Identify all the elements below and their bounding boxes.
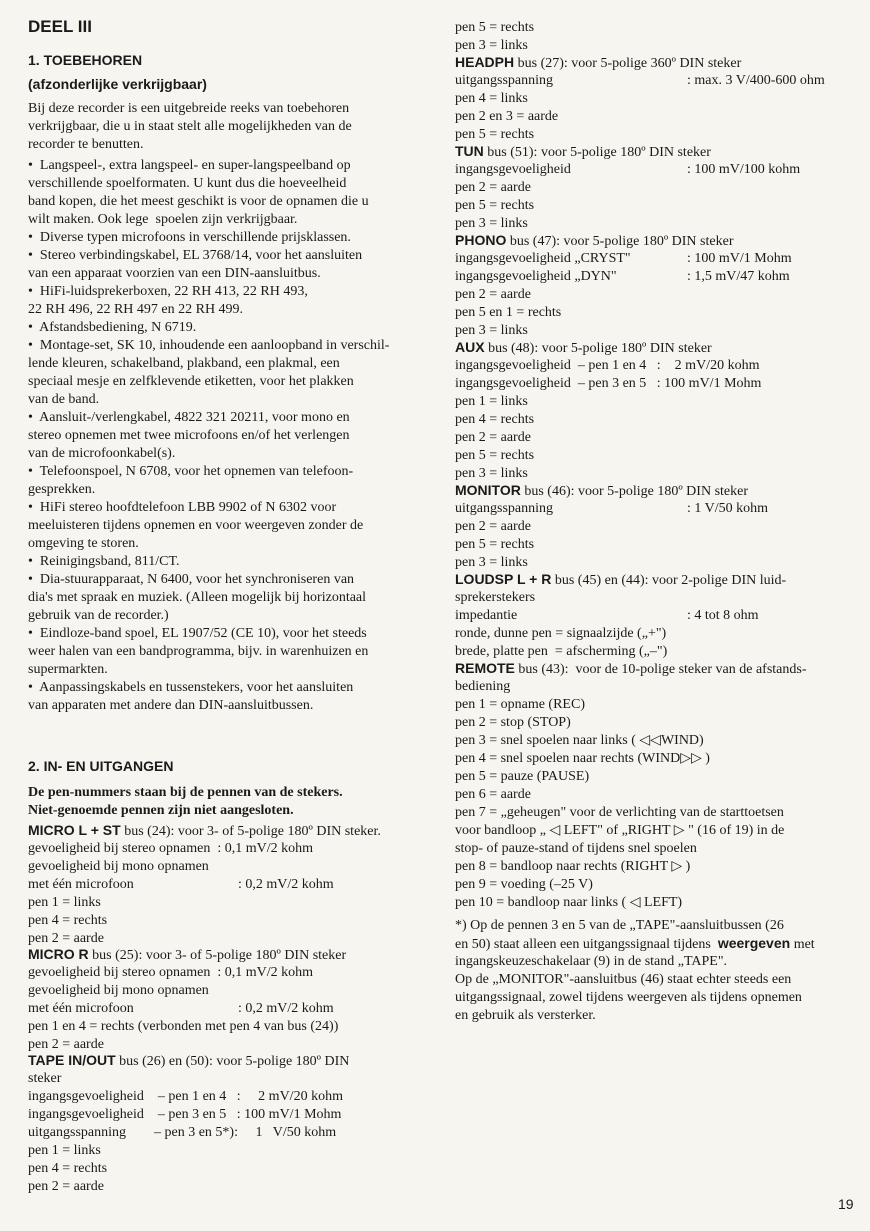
text-line: uitgangsspanning : max. 3 V/400-600 ohm — [455, 73, 825, 88]
heading: 2. IN- EN UITGANGEN — [28, 758, 174, 774]
text-line: wilt maken. Ook lege spoelen zijn verkrijgbaar. — [28, 212, 298, 227]
text-line: uitgangsspanning – pen 3 en 5*): 1 V/50 kohm — [28, 1125, 337, 1140]
text-line: omgeving te storen. — [28, 536, 139, 551]
text-line: pen 2 = aarde — [455, 519, 531, 534]
text-line: pen 3 = links — [455, 216, 528, 231]
text-line: gevoeligheid bij stereo opnamen : 0,1 mV/2 kohm — [28, 841, 314, 856]
text-line: ingangsgevoeligheid : 100 mV/100 kohm — [455, 162, 801, 177]
text-line: pen 2 = stop (STOP) — [455, 715, 571, 730]
text-line: PHONO bus (47): voor 5-polige 180º DIN steker — [455, 232, 734, 249]
text-line: • Aanpassingskabels en tussenstekers, voor het aansluiten — [28, 680, 354, 695]
text-line: pen 5 = rechts — [455, 537, 535, 552]
text-line: pen 3 = links — [455, 466, 528, 481]
text-line: *) Op de pennen 3 en 5 van de „TAPE"-aansluitbussen (26 — [455, 918, 784, 933]
text-line: TUN bus (51): voor 5-polige 180º DIN steker — [455, 143, 711, 160]
text-line: verkrijgbaar, die u in staat stelt alle mogelijkheden van de — [28, 119, 352, 134]
text-line: pen 2 = aarde — [28, 1037, 104, 1052]
text-line: gebruik van de recorder.) — [28, 608, 169, 623]
text-line: pen 10 = bandloop naar links ( ◁ LEFT) — [455, 895, 683, 910]
text-line: pen 6 = aarde — [455, 787, 531, 802]
heading: (afzonderlijke verkrijgbaar) — [28, 76, 207, 92]
text-line: ingangsgevoeligheid „CRYST" : 100 mV/1 Mohm — [455, 251, 792, 266]
text-line: • Afstandsbediening, N 6719. — [28, 320, 197, 335]
text-line: verschillende spoelformaten. U kunt dus die hoeveelheid — [28, 176, 347, 191]
text-line: ingangsgevoeligheid – pen 3 en 5 : 100 mV/1 Mohm — [28, 1107, 342, 1122]
text-line: van de microfoonkabel(s). — [28, 446, 176, 461]
text-line: pen 2 = aarde — [28, 1179, 104, 1194]
text-line: • Diverse typen microfoons in verschillende prijsklassen. — [28, 230, 351, 245]
text-line: • Reinigingsband, 811/CT. — [28, 554, 180, 569]
text-line: pen 5 = rechts — [455, 198, 535, 213]
text-line: ingangsgevoeligheid – pen 1 en 4 : 2 mV/20 kohm — [28, 1089, 343, 1104]
text-line: pen 1 en 4 = rechts (verbonden met pen 4 van bus (24)) — [28, 1019, 339, 1034]
text-line: van apparaten met andere dan DIN-aansluitbussen. — [28, 698, 314, 713]
text-line: pen 8 = bandloop naar rechts (RIGHT ▷ ) — [455, 859, 691, 874]
text-line: ingangskeuzeschakelaar (9) in de stand „TAPE". — [455, 954, 728, 969]
text-line: weer halen van een bandprogramma, bijv. in warenhuizen en — [28, 644, 369, 659]
text-line: Bij deze recorder is een uitgebreide reeks van toebehoren — [28, 101, 350, 116]
text-line: TAPE IN/OUT bus (26) en (50): voor 5-polige 180º DIN — [28, 1052, 350, 1069]
text-line: pen 7 = „geheugen" voor de verlichting van de starttoetsen — [455, 805, 784, 820]
text-line: • HiFi-luidsprekerboxen, 22 RH 413, 22 RH 493, — [28, 284, 308, 299]
spec-value: : max. 3 V/400-600 ohm — [687, 73, 825, 88]
text-line: stereo opnemen met twee microfoons en/of het verlengen — [28, 428, 350, 443]
text-line: pen 5 en 1 = rechts — [455, 305, 562, 320]
text-line: van een apparaat voorzien van een DIN-aansluitbus. — [28, 266, 321, 281]
text-line: 22 RH 496, 22 RH 497 en 22 RH 499. — [28, 302, 244, 317]
text-line: brede, platte pen = afscherming („–") — [455, 644, 668, 659]
text-line: MICRO L + ST bus (24): voor 3- of 5-polige 180º DIN steker. — [28, 822, 381, 839]
text-line: ronde, dunne pen = signaalzijde („+") — [455, 626, 667, 641]
text-line: impedantie : 4 tot 8 ohm — [455, 608, 759, 623]
text-line: supermarkten. — [28, 662, 108, 677]
text-line: • Telefoonspoel, N 6708, voor het opnemen van telefoon- — [28, 464, 354, 479]
text-line: speciaal mesje en zelfklevende etiketten, voor het plakken — [28, 374, 354, 389]
text-line: uitgangssignaal, zowel tijdens weergeven als tijdens opnemen — [455, 990, 802, 1005]
text-line: AUX bus (48): voor 5-polige 180º DIN steker — [455, 339, 712, 356]
text-line: • Montage-set, SK 10, inhoudende een aanloopband in verschil- — [28, 338, 390, 353]
text-line: van de band. — [28, 392, 100, 407]
text-line: • HiFi stereo hoofdtelefoon LBB 9902 of N 6302 voor — [28, 500, 337, 515]
heading: 1. TOEBEHOREN — [28, 52, 143, 68]
text-line: gevoeligheid bij mono opnamen — [28, 859, 209, 874]
text-line: gevoeligheid bij stereo opnamen : 0,1 mV/2 kohm — [28, 965, 314, 980]
text-line: pen 1 = links — [28, 1143, 101, 1158]
text-line: pen 4 = links — [455, 91, 528, 106]
text-line: pen 9 = voeding (–25 V) — [455, 877, 593, 892]
spec-value: : 1 V/50 kohm — [687, 501, 769, 516]
text-line: Niet-genoemde pennen zijn niet aangesloten. — [28, 803, 294, 818]
text-line: pen 4 = rechts — [28, 1161, 108, 1176]
text-line: pen 1 = links — [28, 895, 101, 910]
text-line: pen 5 = rechts — [455, 127, 535, 142]
text-line: pen 2 = aarde — [28, 931, 104, 946]
text-line: pen 4 = rechts — [455, 412, 535, 427]
spec-value: : 100 mV/1 Mohm — [687, 251, 792, 266]
text-line: pen 1 = links — [455, 394, 528, 409]
text-line: MONITOR bus (46): voor 5-polige 180º DIN steker — [455, 482, 748, 499]
text-line: • Aansluit-/verlengkabel, 4822 321 20211, voor mono en — [28, 410, 350, 425]
text-line: pen 5 = rechts — [455, 20, 535, 35]
text-line: ingangsgevoeligheid – pen 1 en 4 : 2 mV/20 kohm — [455, 358, 760, 373]
text-line: pen 2 en 3 = aarde — [455, 109, 559, 124]
text-line: pen 3 = snel spoelen naar links ( ◁◁WIND) — [455, 733, 704, 748]
text-line: sprekerstekers — [455, 590, 536, 605]
text-line: steker — [28, 1071, 62, 1086]
heading: DEEL III — [28, 17, 92, 36]
text-line: pen 3 = links — [455, 323, 528, 338]
text-line: ingangsgevoeligheid „DYN" : 1,5 mV/47 kohm — [455, 269, 790, 284]
text-line: • Dia-stuurapparaat, N 6400, voor het synchroniseren van — [28, 572, 355, 587]
text-line: dia's met spraak en muziek. (Alleen mogelijk bij horizontaal — [28, 590, 367, 605]
text-line: recorder te benutten. — [28, 137, 144, 152]
text-line: • Eindloze-band spoel, EL 1907/52 (CE 10), voor het steeds — [28, 626, 367, 641]
text-line: pen 2 = aarde — [455, 430, 531, 445]
spec-value: : 0,2 mV/2 kohm — [238, 1001, 334, 1016]
text-line: voor bandloop „ ◁ LEFT" of „RIGHT ▷ " (16 of 19) in de — [455, 823, 785, 838]
text-line: uitgangsspanning : 1 V/50 kohm — [455, 501, 769, 516]
text-line: pen 5 = pauze (PAUSE) — [455, 769, 590, 784]
text-line: pen 5 = rechts — [455, 448, 535, 463]
text-line: De pen-nummers staan bij de pennen van de stekers. — [28, 785, 343, 800]
text-line: en gebruik als versterker. — [455, 1008, 596, 1023]
spec-value: : 4 tot 8 ohm — [687, 608, 759, 623]
text-line: met één microfoon : 0,2 mV/2 kohm — [28, 1001, 334, 1016]
spec-value: : 100 mV/100 kohm — [687, 162, 801, 177]
text-line: pen 2 = aarde — [455, 287, 531, 302]
text-line: bediening — [455, 679, 511, 694]
text-line: pen 3 = links — [455, 38, 528, 53]
text-line: MICRO R bus (25): voor 3- of 5-polige 180º DIN steker — [28, 946, 347, 963]
text-line: band kopen, die het meest geschikt is voor de opnamen die u — [28, 194, 369, 209]
page-number: 19 — [838, 1196, 854, 1212]
text-line: • Langspeel-, extra langspeel- en super-langspeelband op — [28, 158, 351, 173]
text-line: HEADPH bus (27): voor 5-polige 360º DIN steker — [455, 54, 742, 71]
text-line: met één microfoon : 0,2 mV/2 kohm — [28, 877, 334, 892]
text-line: Op de „MONITOR"-aansluitbus (46) staat echter steeds een — [455, 972, 792, 987]
spec-value: : 0,2 mV/2 kohm — [238, 877, 334, 892]
spec-value: : 1,5 mV/47 kohm — [687, 269, 790, 284]
text-line: stop- of pauze-stand of tijdens snel spoelen — [455, 841, 697, 856]
text-line: ingangsgevoeligheid – pen 3 en 5 : 100 mV/1 Mohm — [455, 376, 762, 391]
text-line: LOUDSP L + R bus (45) en (44): voor 2-polige DIN luid- — [455, 571, 787, 588]
text-line: lende kleuren, schakelband, plakband, een plakmal, een — [28, 356, 340, 371]
text-line: pen 2 = aarde — [455, 180, 531, 195]
text-line: meeluisteren tijdens opnemen en voor weergeven zonder de — [28, 518, 364, 533]
text-line: pen 4 = snel spoelen naar rechts (WIND▷▷ ) — [455, 751, 710, 766]
text-line: REMOTE bus (43): voor de 10-polige steker van de afstands- — [455, 660, 807, 677]
text-line: gesprekken. — [28, 482, 96, 497]
text-line: pen 1 = opname (REC) — [455, 697, 585, 712]
text-line: pen 3 = links — [455, 555, 528, 570]
text-line: pen 4 = rechts — [28, 913, 108, 928]
text-line: en 50) staat alleen een uitgangssignaal tijdens weergeven met — [455, 935, 815, 952]
text-line: gevoeligheid bij mono opnamen — [28, 983, 209, 998]
text-line: • Stereo verbindingskabel, EL 3768/14, voor het aansluiten — [28, 248, 363, 263]
